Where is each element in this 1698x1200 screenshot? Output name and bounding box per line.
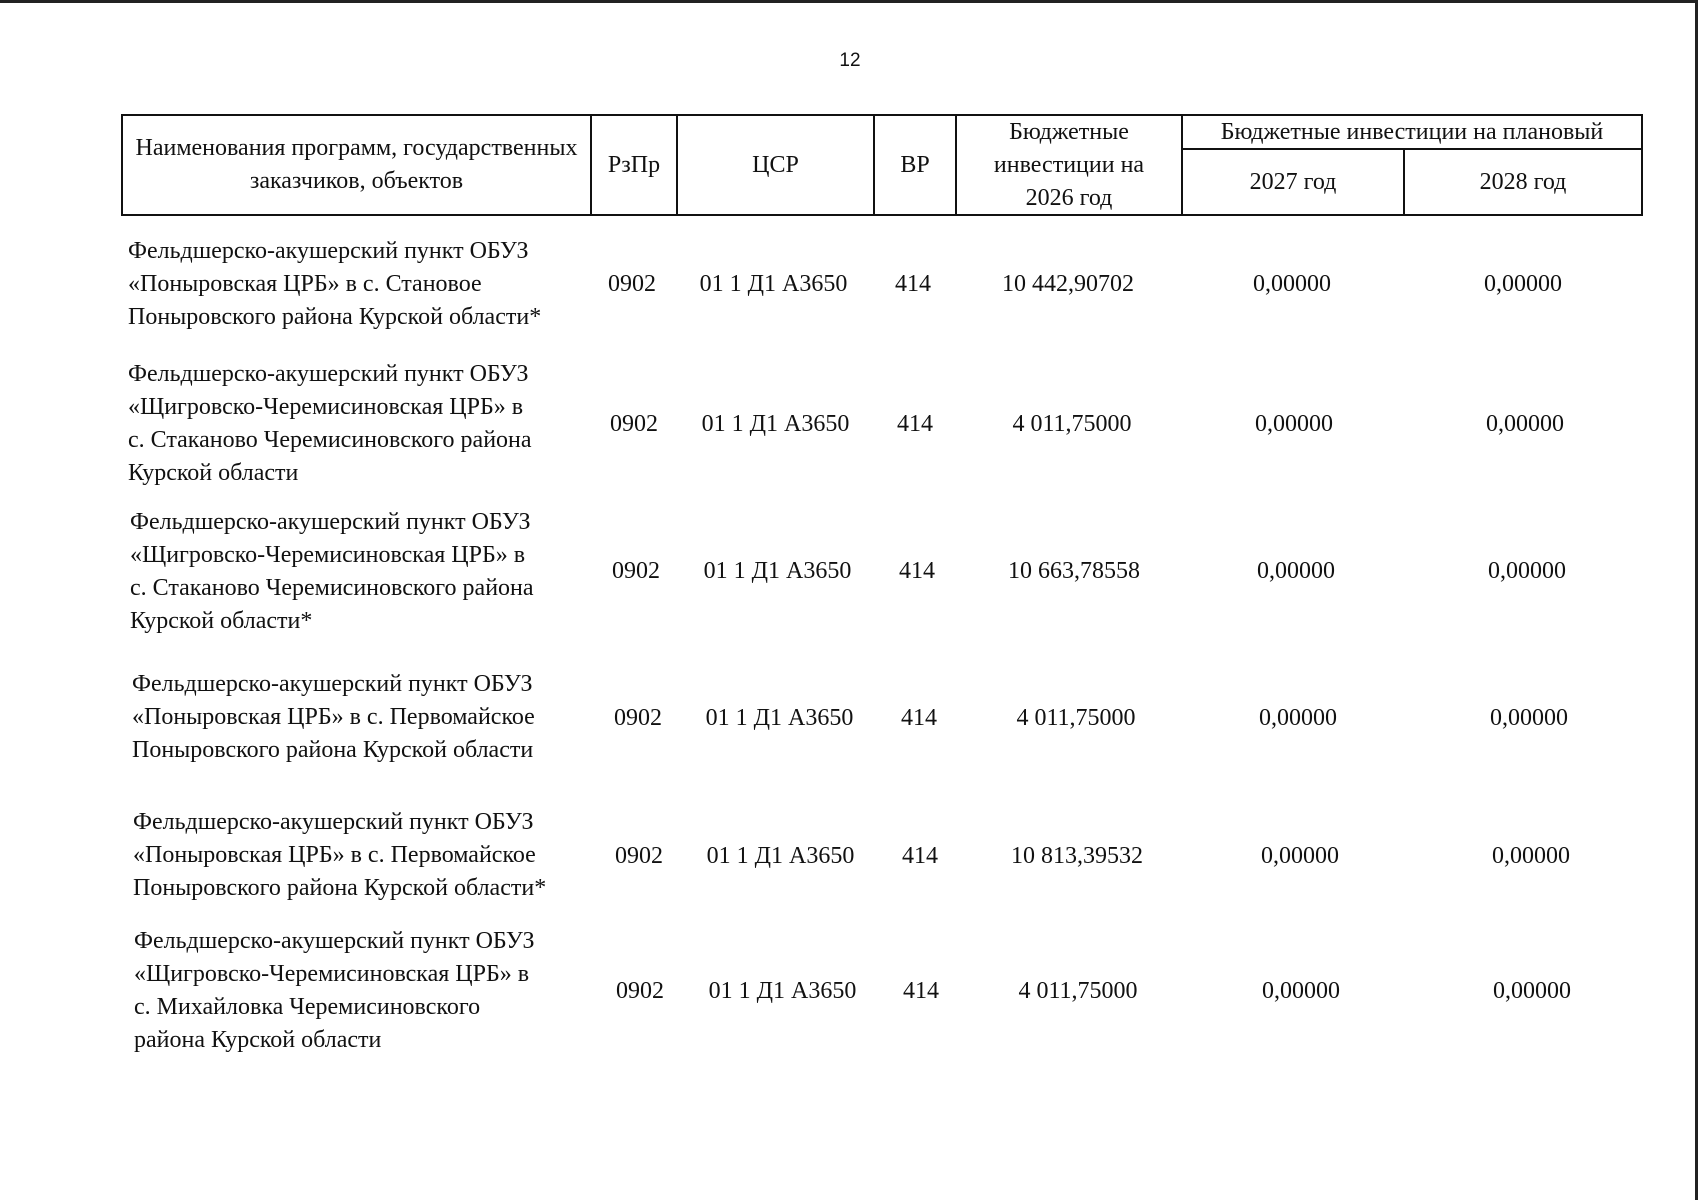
header-year-2027: 2027 год xyxy=(1249,168,1337,195)
row-value-2026: 4 011,75000 xyxy=(1016,705,1136,731)
header-name: Наименования программ, государственных заказчиков, объектов xyxy=(135,135,578,194)
table-header xyxy=(121,114,1643,216)
row-name: Фельдшерско-акушерский пункт ОБУЗ «Щигровско-Черемисиновская ЦРБ» в с. Стаканово Черемисиновского района Курской области* xyxy=(130,509,534,634)
row-value-2026: 4 011,75000 xyxy=(1018,978,1138,1004)
row-rzpr: 0902 xyxy=(614,705,662,731)
row-value-2027: 0,00000 xyxy=(1255,411,1333,437)
row-name: Фельдшерско-акушерский пункт ОБУЗ «Поныровская ЦРБ» в с. Первомайское Поныровского района Курской области* xyxy=(133,809,547,901)
row-value-2027: 0,00000 xyxy=(1259,705,1337,731)
row-value-2028: 0,00000 xyxy=(1484,271,1562,297)
row-value-2028: 0,00000 xyxy=(1488,558,1566,584)
header-invest-2026: Бюджетные инвестиции на 2026 год xyxy=(993,118,1145,211)
header-divider xyxy=(955,116,957,214)
page-border-top xyxy=(0,0,1698,3)
row-rzpr: 0902 xyxy=(612,558,660,584)
row-vr: 414 xyxy=(895,271,931,297)
row-rzpr: 0902 xyxy=(610,411,658,437)
row-rzpr: 0902 xyxy=(616,978,664,1004)
row-value-2027: 0,00000 xyxy=(1262,978,1340,1004)
row-value-2028: 0,00000 xyxy=(1490,705,1568,731)
row-csr: 01 1 Д1 А3650 xyxy=(708,978,857,1004)
row-vr: 414 xyxy=(897,411,933,437)
header-invest-planned: Бюджетные инвестиции на плановый xyxy=(1220,118,1604,145)
row-name: Фельдшерско-акушерский пункт ОБУЗ «Поныровская ЦРБ» в с. Первомайское Поныровского района Курской области xyxy=(132,671,535,763)
row-rzpr: 0902 xyxy=(615,843,663,869)
row-value-2026: 10 813,39532 xyxy=(1011,843,1143,869)
row-vr: 414 xyxy=(902,843,938,869)
row-csr: 01 1 Д1 А3650 xyxy=(703,558,852,584)
row-vr: 414 xyxy=(903,978,939,1004)
row-value-2028: 0,00000 xyxy=(1492,843,1570,869)
row-value-2028: 0,00000 xyxy=(1486,411,1564,437)
page-number: 12 xyxy=(839,50,861,71)
row-csr: 01 1 Д1 А3650 xyxy=(706,843,855,869)
row-value-2027: 0,00000 xyxy=(1257,558,1335,584)
row-vr: 414 xyxy=(901,705,937,731)
row-vr: 414 xyxy=(899,558,935,584)
header-csr: ЦСР xyxy=(752,151,799,178)
row-value-2027: 0,00000 xyxy=(1253,271,1331,297)
row-csr: 01 1 Д1 А3650 xyxy=(705,705,854,731)
header-rzpr: РзПр xyxy=(607,151,661,178)
row-value-2028: 0,00000 xyxy=(1493,978,1571,1004)
row-name: Фельдшерско-акушерский пункт ОБУЗ «Щигровско-Черемисиновская ЦРБ» в с. Михайловка Черемисиновского района Курской области xyxy=(134,928,535,1053)
row-csr: 01 1 Д1 А3650 xyxy=(701,411,850,437)
row-value-2026: 4 011,75000 xyxy=(1012,411,1132,437)
header-year-2028: 2028 год xyxy=(1479,168,1567,195)
header-vr: ВР xyxy=(900,151,930,178)
row-value-2026: 10 663,78558 xyxy=(1008,558,1140,584)
row-rzpr: 0902 xyxy=(608,271,656,297)
row-csr: 01 1 Д1 А3650 xyxy=(699,271,848,297)
row-name: Фельдшерско-акушерский пункт ОБУЗ «Поныровская ЦРБ» в с. Становое Поныровского района Курской области* xyxy=(128,238,542,330)
row-name: Фельдшерско-акушерский пункт ОБУЗ «Щигровско-Черемисиновская ЦРБ» в с. Стаканово Черемисиновского района Курской области xyxy=(128,361,532,486)
row-value-2027: 0,00000 xyxy=(1261,843,1339,869)
row-value-2026: 10 442,90702 xyxy=(1002,271,1134,297)
